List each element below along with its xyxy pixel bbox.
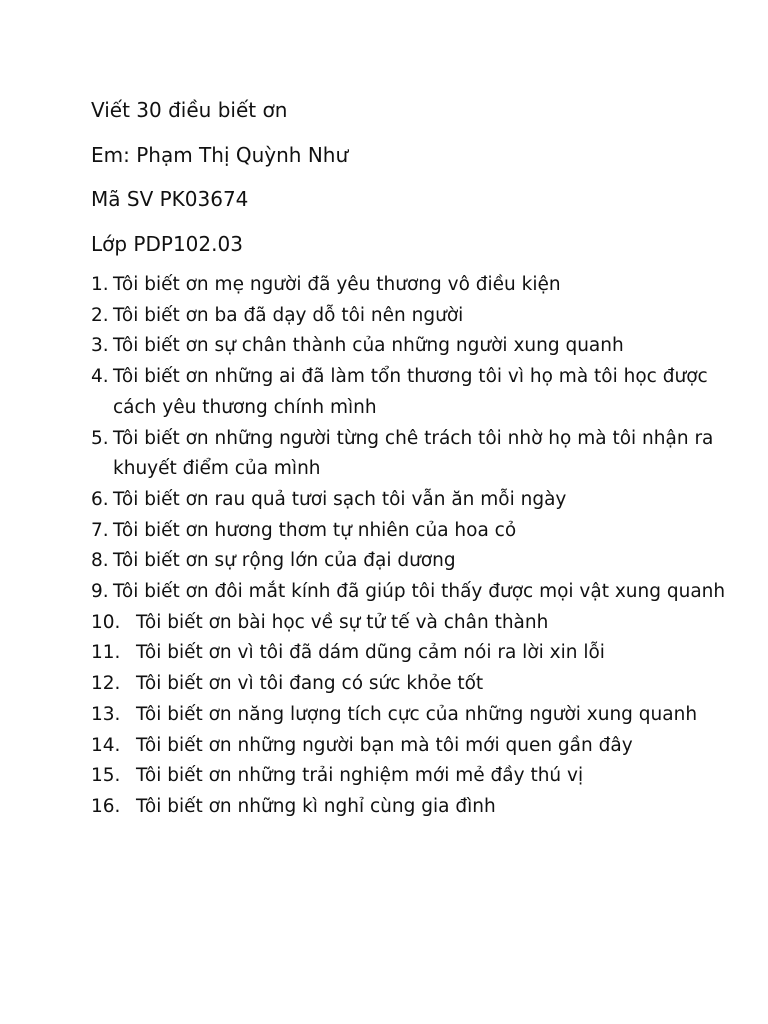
list-item [91,331,741,362]
list-item [91,301,741,332]
item-text: Tôi biết ơn bài học về sự tử tế và chân thành [136,611,549,633]
list-item [91,424,741,485]
item-number: 10. [91,611,121,633]
item-number: 12. [91,673,121,695]
item-text: Tôi biết ơn đôi mắt kính đã giúp tôi thấy được mọi vật xung quanh [113,581,726,603]
item-number: 8. [91,550,109,572]
list-item [91,608,741,639]
item-number: 14. [91,734,121,756]
list-item [91,638,741,669]
list-item [91,700,741,731]
item-number: 2. [91,304,109,326]
list-item [91,792,741,823]
item-number: 6. [91,488,109,510]
author-line: Em: Phạm Thị Quỳnh Như [91,142,349,167]
item-text: Tôi biết ơn sự rộng lớn của đại dương [113,550,456,572]
document-title: Viết 30 điều biết ơn [91,98,288,122]
item-text: Tôi biết ơn những ai đã làm tổn thương tôi vì họ mà tôi học được cách yêu thương chính mình [113,366,708,418]
student-id-line: Mã SV PK03674 [91,187,249,211]
item-number: 11. [91,642,121,664]
item-text: Tôi biết ơn hương thơm tự nhiên của hoa cỏ [113,519,517,541]
item-number: 1. [91,274,109,295]
item-number: 13. [91,703,121,725]
class-line: Lớp PDP102.03 [91,231,243,256]
list-item [91,761,741,792]
list-item [91,669,741,700]
list-item [91,362,741,423]
item-number: 7. [91,519,109,541]
list-item [91,270,741,301]
item-text: Tôi biết ơn ba đã dạy dỗ tôi nên người [113,304,464,326]
item-text: Tôi biết ơn mẹ người đã yêu thương vô điều kiện [113,274,561,295]
item-number: 4. [91,366,109,388]
item-number: 3. [91,335,109,357]
item-text: Tôi biết ơn vì tôi đang có sức khỏe tốt [136,673,484,695]
item-text: Tôi biết ơn vì tôi đã dám dũng cảm nói ra lời xin lỗi [136,642,605,664]
item-text: Tôi biết ơn những người từng chê trách tôi nhờ họ mà tôi nhận ra khuyết điểm của mình [113,427,714,480]
item-number: 9. [91,581,109,603]
item-number: 15. [91,765,121,787]
list-item [91,731,741,762]
item-number: 16. [91,795,121,817]
item-text: Tôi biết ơn những trải nghiệm mới mẻ đầy thú vị [136,765,584,787]
item-text: Tôi biết ơn những kì nghỉ cùng gia đình [136,795,496,817]
item-text: Tôi biết ơn năng lượng tích cực của những người xung quanh [136,703,698,725]
item-text: Tôi biết ơn rau quả tươi sạch tôi vẫn ăn mỗi ngày [113,488,567,510]
document-header [91,92,348,270]
item-text: Tôi biết ơn những người bạn mà tôi mới quen gần đây [136,734,633,756]
gratitude-list [91,270,741,823]
list-item [91,546,741,577]
item-number: 5. [91,427,109,449]
list-item [91,485,741,516]
item-text: Tôi biết ơn sự chân thành của những người xung quanh [113,335,624,357]
list-item [91,577,741,608]
list-item [91,516,741,547]
